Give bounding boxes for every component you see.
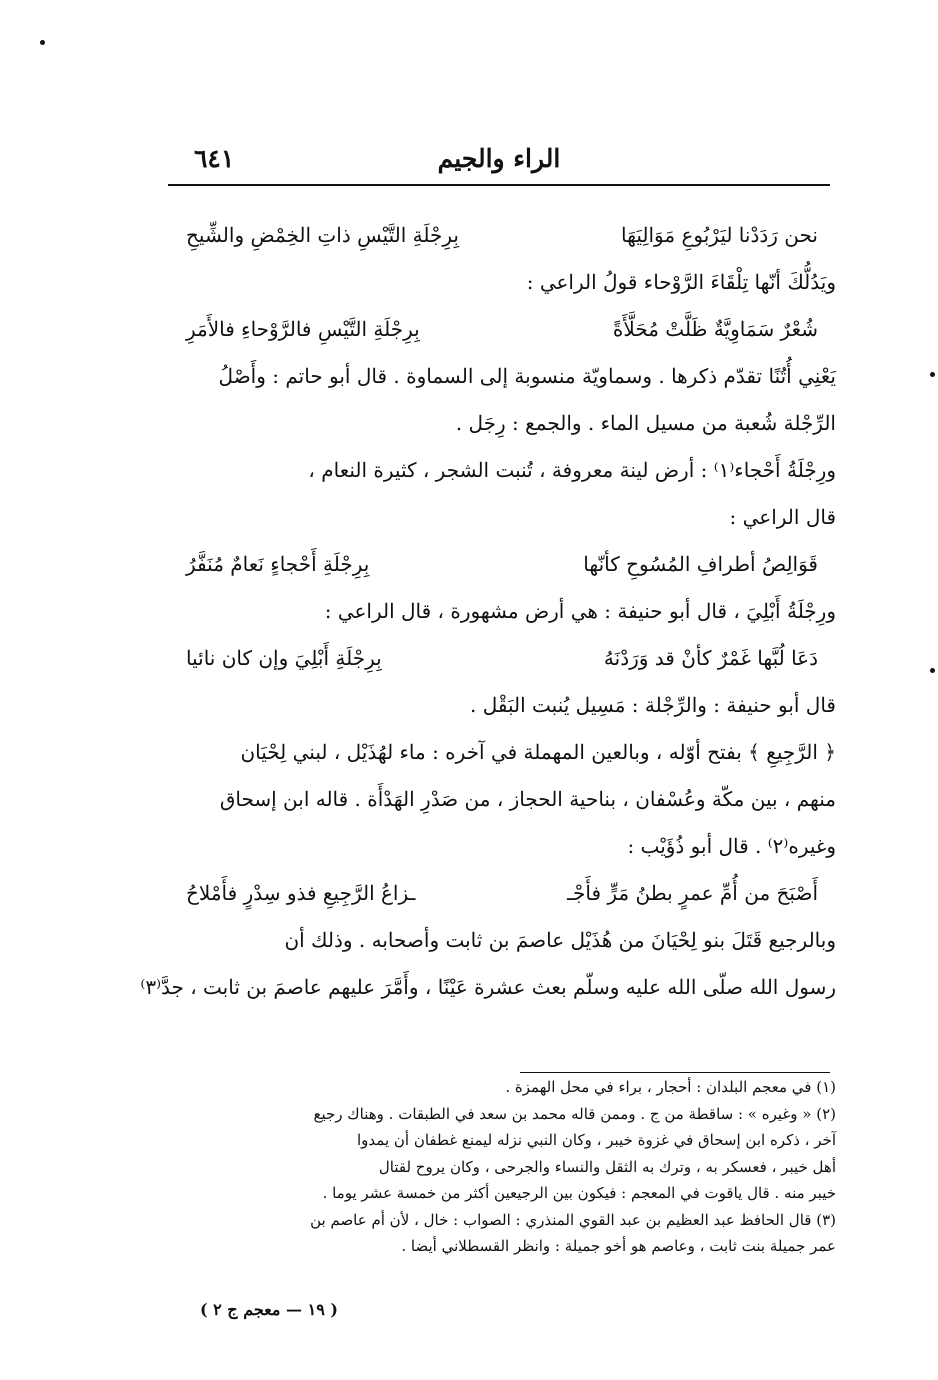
text-line: وغيره⁽٢⁾ . قال أبو ذُؤَيْب :: [627, 834, 836, 858]
text-line: الرِّجْلة شُعبة من مسيل الماء . والجمع : رِجَل .: [455, 411, 836, 435]
scan-speck: [40, 40, 45, 45]
verse-second-hemistich: بِرِجْلَةِ التَّيْسِ ذاتِ الخِمْضِ والشِّيحِ: [186, 223, 459, 247]
footnote-line: أهل خيبر ، فعسكر به ، وترك به الثقل والنساء والجرحى ، وكان يروح لقتال: [378, 1157, 836, 1176]
verse-second-hemistich: ـزاعُ الرَّجِيعِ فذو سِدْرٍ فأَمْلاحُ: [186, 881, 416, 905]
footnote-line: (٢) « وغيره » : ساقطة من ج . وممن قاله محمد بن سعد في الطبقات . وهناك رجيع: [313, 1104, 836, 1123]
main-text: [140, 212, 836, 1011]
verse-first-hemistich: أَصْبَحَ من أُمِّ عمرٍ بطنُ مَرٍّ فأَجْـ: [567, 881, 818, 905]
verse-line: [168, 541, 836, 588]
verse-second-hemistich: بِرِجْلَةِ التَّيْسِ فالرَّوْحاءِ فالأَمَرِ: [186, 317, 420, 341]
footnote-line: آخر ، ذكره ابن إسحاق في غزوة خيبر ، وكان النبي نزله ليمنع غطفان أن يمدوا: [356, 1131, 836, 1149]
header-rule: [168, 184, 830, 186]
text-line: قال أبو حنيفة : والرِّجْلة : مَسِيل يُنبت البَقْل .: [470, 693, 836, 717]
verse-line: [168, 870, 836, 917]
printer-signature-mark: ( ١٩ — معجم ج ٢ ): [200, 1300, 338, 1319]
footnote-line: (٣) قال الحافظ عبد العظيم بن عبد القوي المنذري : الصواب : خال ، لأن أم عاصم بن: [310, 1210, 836, 1229]
text-line: منهم ، بين مكّة وعُسْفان ، بناحية الحجاز ، من صَدْرِ الهَدْأَة . قاله ابن إسحاق: [219, 787, 836, 811]
text-line: قال الراعي :: [729, 505, 836, 529]
verse-first-hemistich: شُعْرٌ سَمَاوِيَّةٌ ظَلَّتْ مُحَلَّأَةً: [612, 317, 818, 341]
text-line: وبالرجيع قَتَلَ بنو لِحْيَانَ من هُذَيْل عاصمَ بن ثابت وأصحابه . وذلك أن: [284, 928, 836, 952]
scan-speck: [930, 372, 935, 377]
verse-second-hemistich: بِرِجْلَةِ أَحْجاءٍ نَعامٌ مُنَفَّرُ: [186, 552, 370, 576]
verse-first-hemistich: نحن رَدَدْنا ليَرْبُوعِ مَوَالِيَهَا: [621, 223, 818, 247]
verse-first-hemistich: قَوَالِصُ أطرافِ المُسُوحِ كأنّها: [583, 552, 818, 576]
text-line: رسول الله صلّى الله عليه وسلّم بعث عشرة عَيْنًا ، وأَمَّرَ عليهم عاصمَ بن ثابت ، جدَّ⁽٣⁾: [140, 975, 836, 999]
verse-line: [168, 306, 836, 353]
text-line: ورِجْلَةُ أَبْلِيَ ، قال أبو حنيفة : هي أرض مشهورة ، قال الراعي :: [324, 599, 836, 623]
page-number: ٦٤١: [194, 144, 235, 173]
text-line: ويَدُلُّكَ أنّها تِلْقَاءَ الرَّوْحاء قولُ الراعي :: [526, 270, 836, 294]
entry-heading-line: ﴿ الرَّجِيعِ ﴾ بفتح أوّله ، وبالعين المهملة في آخره : ماء لهُذَيْل ، لبني لِحْيَان: [240, 740, 836, 764]
footnote-line: (١) في معجم البلدان : أحجار ، براء في محل الهمزة .: [505, 1078, 836, 1096]
footnote-line: عمر جميلة بنت ثابت ، وعاصم هو أخو جميلة : وانظر القسطلاني أيضا .: [401, 1237, 836, 1255]
text-line: ورِجْلَةُ أَحْجاء⁽١⁾ : أرض لينة معروفة ، تُنبت الشجر ، كثيرة النعام ،: [308, 458, 836, 482]
running-title: الراء والجيم: [437, 144, 561, 173]
verse-second-hemistich: بِرِجْلَةِ أَبْلِيَ وإن كان نائيا: [186, 646, 382, 670]
page-header: [168, 140, 830, 184]
verse-line: [168, 635, 836, 682]
verse-line: [168, 212, 836, 259]
verse-first-hemistich: دَعَا لُبَّها غَمْرٌ كأنْ قد وَرَدْنَهُ: [603, 646, 818, 670]
scan-speck: [930, 668, 935, 673]
footnotes-rule: [520, 1072, 830, 1073]
footnotes: [168, 1074, 836, 1260]
footnote-line: خيبر منه . قال ياقوت في المعجم : فيكون بين الرجيعين أكثر من خمسة عشر يوما .: [322, 1184, 836, 1202]
text-line: يَعْنِي أُتُنًا تقدّم ذكرها . وسماويّة منسوبة إلى السماوة . قال أبو حاتم : وأَصْلُ: [218, 364, 836, 388]
